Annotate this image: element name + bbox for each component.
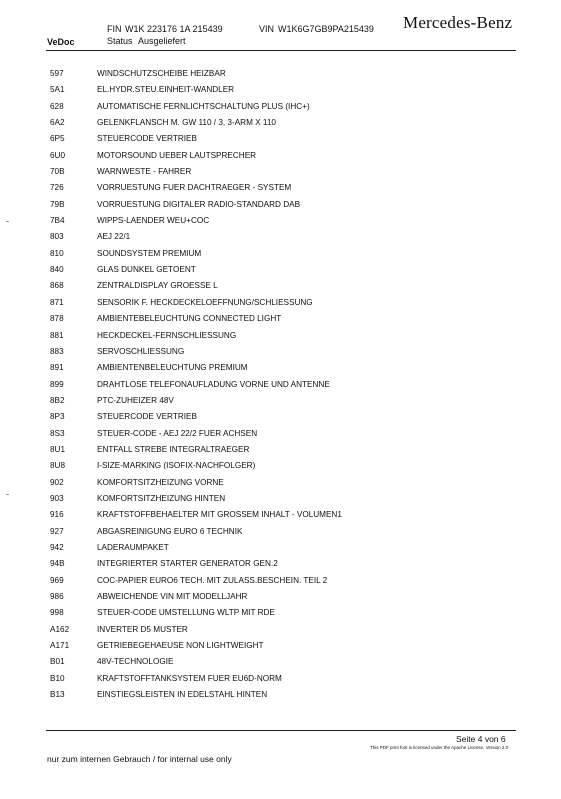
equipment-description: STEUERCODE VERTRIEB	[97, 412, 197, 422]
internal-use-notice: nur zum internen Gebrauch / for internal use only	[47, 754, 232, 764]
list-item	[50, 164, 520, 180]
list-item	[50, 491, 520, 507]
equipment-description: LADERAUMPAKET	[97, 542, 169, 552]
list-item	[50, 426, 520, 442]
equipment-description: PTC-ZUHEIZER 48V	[97, 395, 174, 405]
license-notice: This PDF print font is licensed under the Apache License, Version 2.0	[370, 745, 509, 750]
equipment-description: WINDSCHUTZSCHEIBE HEIZBAR	[97, 69, 226, 78]
list-item	[50, 229, 520, 245]
equipment-code: 70B	[50, 167, 65, 177]
equipment-code: B13	[50, 690, 65, 700]
equipment-code: 868	[50, 281, 64, 291]
page-number: Seite 4 von 6	[456, 734, 506, 744]
equipment-description: ABGASREINIGUNG EURO 6 TECHNIK	[97, 526, 243, 536]
list-item	[50, 622, 520, 638]
list-item	[50, 442, 520, 458]
list-item	[50, 573, 520, 589]
equipment-code: 998	[50, 608, 64, 618]
fin-value: W1K 223176 1A 215439	[125, 24, 223, 34]
equipment-description: AMBIENTENBELEUCHTUNG PREMIUM	[97, 363, 248, 373]
equipment-code-list	[50, 66, 520, 703]
fin-label: FIN	[107, 24, 122, 34]
footer-divider	[46, 730, 516, 731]
equipment-description: COC-PAPIER EURO6 TECH. MIT ZULASS.BESCHEIN. TEIL 2	[97, 575, 328, 585]
list-item	[50, 99, 520, 115]
list-item	[50, 671, 520, 687]
list-item	[50, 180, 520, 196]
list-item	[50, 409, 520, 425]
equipment-description: AMBIENTEBELEUCHTUNG CONNECTED LIGHT	[97, 314, 282, 324]
equipment-code: 8U1	[50, 444, 66, 454]
equipment-description: KOMFORTSITZHEIZUNG VORNE	[97, 477, 224, 487]
equipment-code: 94B	[50, 559, 65, 569]
list-item	[50, 131, 520, 147]
list-item	[50, 278, 520, 294]
equipment-code: 6P5	[50, 134, 65, 144]
equipment-code: 881	[50, 330, 64, 340]
equipment-code: 8S3	[50, 428, 65, 438]
equipment-code: 810	[50, 248, 64, 258]
status-label: Status	[107, 36, 133, 46]
list-item	[50, 328, 520, 344]
equipment-code: 840	[50, 265, 64, 275]
list-item	[50, 82, 520, 98]
equipment-code: A171	[50, 641, 70, 651]
equipment-code: 6U0	[50, 150, 66, 160]
equipment-code: 628	[50, 101, 64, 111]
list-item	[50, 115, 520, 131]
vin-label: VIN	[259, 24, 275, 34]
equipment-code: 726	[50, 183, 64, 193]
list-item	[50, 377, 520, 393]
equipment-description: SOUNDSYSTEM PREMIUM	[97, 248, 202, 258]
equipment-code: 899	[50, 379, 64, 389]
equipment-code: 8P3	[50, 412, 65, 422]
equipment-code: 8U8	[50, 461, 66, 471]
equipment-description: SERVOSCHLIESSUNG	[97, 346, 185, 356]
list-item	[50, 197, 520, 213]
equipment-description: WARNWESTE - FAHRER	[97, 167, 192, 177]
list-item	[50, 605, 520, 621]
scan-mark	[6, 494, 9, 495]
list-item	[50, 344, 520, 360]
list-item	[50, 589, 520, 605]
equipment-description: STEUER-CODE UMSTELLUNG WLTP MIT RDE	[97, 608, 275, 618]
list-item	[50, 213, 520, 229]
equipment-description: WIPPS-LAENDER WEU+COC	[97, 216, 210, 226]
list-item	[50, 654, 520, 670]
list-item	[50, 458, 520, 474]
vin-value: W1K6G7GB9PA215439	[278, 24, 374, 34]
equipment-code: 8B2	[50, 395, 65, 405]
list-item	[50, 556, 520, 572]
equipment-code: 871	[50, 297, 64, 307]
list-item	[50, 360, 520, 376]
brand-logo-text: Mercedes-Benz	[403, 13, 513, 32]
list-item	[50, 524, 520, 540]
equipment-description: ABWEICHENDE VIN MIT MODELLJAHR	[97, 592, 248, 601]
equipment-description: VORRUESTUNG DIGITALER RADIO-STANDARD DAB	[97, 199, 301, 209]
equipment-description: STEUER-CODE - AEJ 22/2 FUER ACHSEN	[97, 428, 258, 438]
equipment-description: I-SIZE-MARKING (ISOFIX-NACHFOLGER)	[97, 461, 256, 471]
equipment-description: KRAFTSTOFFBEHAELTER MIT GROSSEM INHALT - VOLUMEN1	[97, 510, 342, 520]
equipment-description: ENTFALL STREBE INTEGRALTRAEGER	[97, 444, 250, 454]
equipment-description: INVERTER D5 MUSTER	[97, 624, 188, 634]
equipment-description: ZENTRALDISPLAY GROESSE L	[97, 281, 218, 291]
list-item	[50, 540, 520, 556]
equipment-description: INTEGRIERTER STARTER GENERATOR GEN.2	[97, 559, 278, 569]
scan-mark	[6, 221, 9, 222]
equipment-code: 942	[50, 542, 64, 552]
equipment-description: STEUERCODE VERTRIEB	[97, 134, 197, 144]
equipment-code: 878	[50, 314, 64, 324]
equipment-code: A162	[50, 624, 70, 634]
equipment-code: 79B	[50, 199, 65, 209]
equipment-description: MOTORSOUND UEBER LAUTSPRECHER	[97, 150, 257, 160]
equipment-code: 883	[50, 346, 64, 356]
equipment-code: 927	[50, 526, 64, 536]
list-item	[50, 66, 520, 82]
equipment-code: 803	[50, 232, 64, 242]
list-item	[50, 295, 520, 311]
list-item	[50, 262, 520, 278]
equipment-description: AUTOMATISCHE FERNLICHTSCHALTUNG PLUS (IHC+)	[97, 101, 310, 111]
equipment-description: HECKDECKEL-FERNSCHLIESSUNG	[97, 330, 237, 340]
equipment-description: KRAFTSTOFFTANKSYSTEM FUER EU6D-NORM	[97, 673, 282, 683]
list-item	[50, 507, 520, 523]
list-item	[50, 148, 520, 164]
equipment-description: EL.HYDR.STEU.EINHEIT-WANDLER	[97, 85, 235, 95]
equipment-description: EINSTIEGSLEISTEN IN EDELSTAHL HINTEN	[97, 690, 268, 700]
equipment-code: 986	[50, 592, 64, 601]
equipment-code: B10	[50, 673, 65, 683]
app-name: VeDoc	[47, 37, 75, 47]
equipment-description: GLAS DUNKEL GETOENT	[97, 265, 196, 275]
equipment-description: GETRIEBEGEHAEUSE NON LIGHTWEIGHT	[97, 641, 264, 651]
equipment-description: SENSORIK F. HECKDECKELOEFFNUNG/SCHLIESSUNG	[97, 297, 313, 307]
equipment-code: B01	[50, 657, 65, 667]
list-item	[50, 638, 520, 654]
list-item	[50, 393, 520, 409]
equipment-code: 5A1	[50, 85, 65, 95]
list-item	[50, 475, 520, 491]
equipment-description: KOMFORTSITZHEIZUNG HINTEN	[97, 493, 226, 503]
equipment-description: GELENKFLANSCH M. GW 110 / 3, 3-ARM X 110	[97, 118, 276, 128]
equipment-description: VORRUESTUNG FUER DACHTRAEGER - SYSTEM	[97, 183, 292, 193]
list-item	[50, 687, 520, 703]
equipment-description: DRAHTLOSE TELEFONAUFLADUNG VORNE UND ANTENNE	[97, 379, 330, 389]
equipment-code: 597	[50, 69, 64, 78]
equipment-code: 916	[50, 510, 64, 520]
header-divider	[46, 50, 516, 51]
equipment-code: 902	[50, 477, 64, 487]
equipment-description: AEJ 22/1	[97, 232, 131, 242]
equipment-code: 7B4	[50, 216, 65, 226]
equipment-code: 891	[50, 363, 64, 373]
equipment-code: 903	[50, 493, 64, 503]
list-item	[50, 246, 520, 262]
list-item	[50, 311, 520, 327]
equipment-code: 6A2	[50, 118, 65, 128]
equipment-description: 48V-TECHNOLOGIE	[97, 657, 174, 667]
equipment-code: 969	[50, 575, 64, 585]
status-value: Ausgeliefert	[138, 36, 186, 46]
